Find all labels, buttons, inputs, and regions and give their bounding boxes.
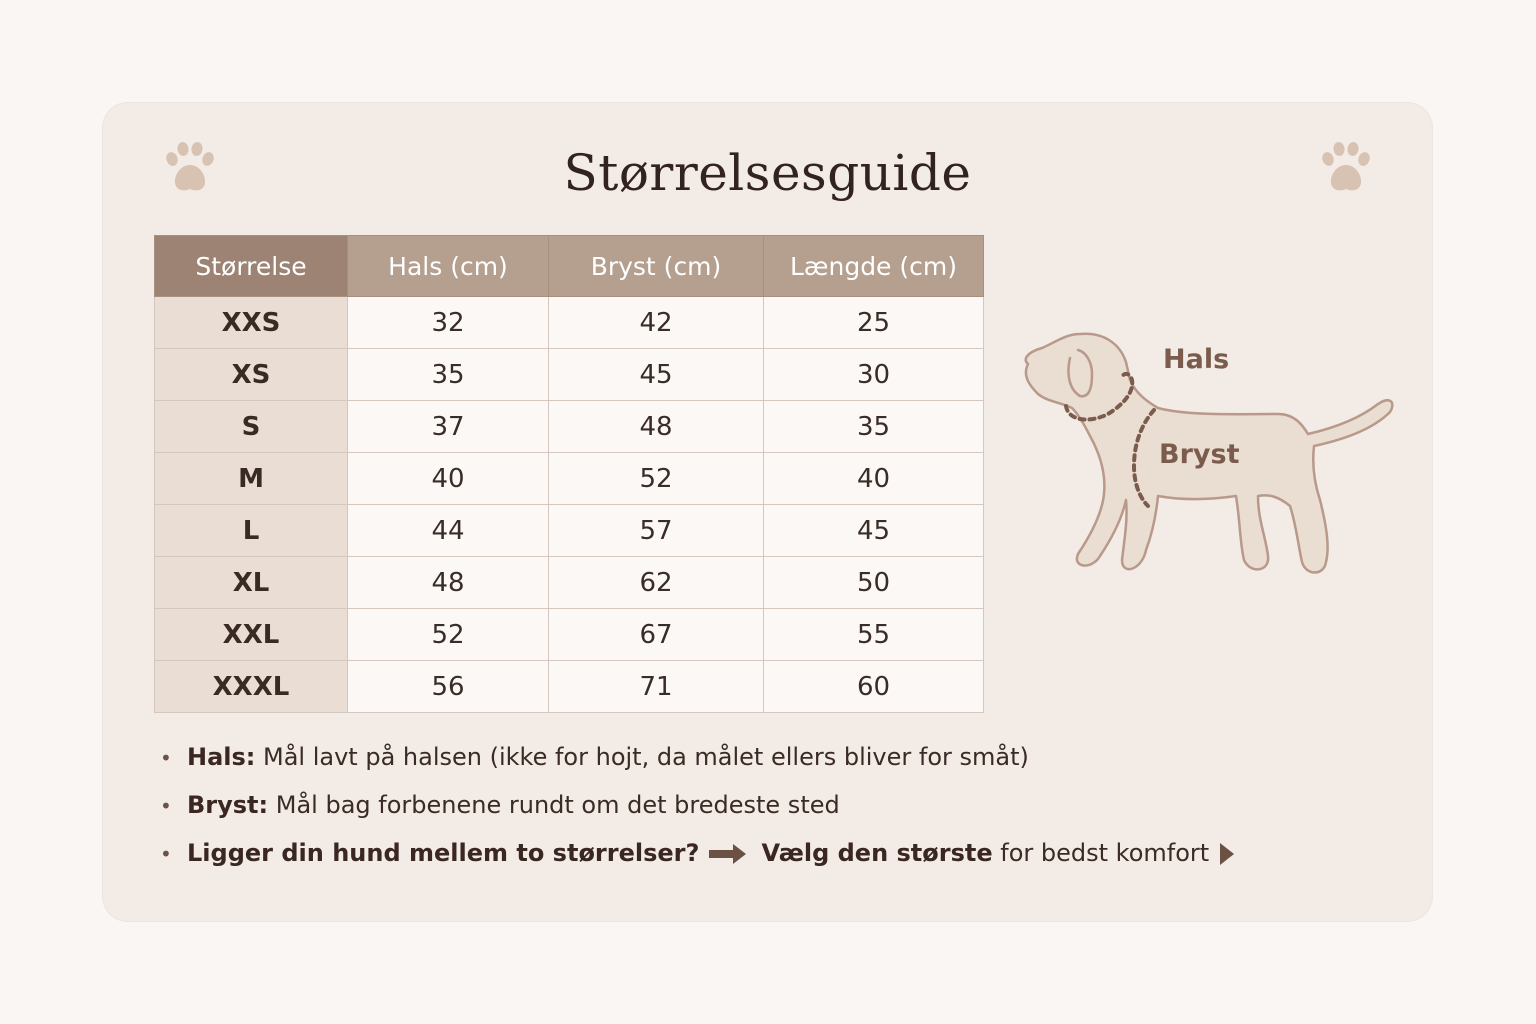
neck-cell: 32 bbox=[348, 297, 549, 349]
chest-cell: 45 bbox=[549, 349, 764, 401]
measurement-notes bbox=[160, 738, 1360, 882]
neck-cell: 56 bbox=[348, 661, 549, 713]
bullet-icon: • bbox=[160, 842, 172, 866]
column-header-length: Længde (cm) bbox=[764, 236, 984, 297]
neck-label: Hals bbox=[1163, 344, 1230, 375]
column-header-size: Størrelse bbox=[155, 236, 348, 297]
size-table bbox=[154, 235, 984, 713]
note-tip bbox=[160, 834, 1360, 882]
chest-cell: 71 bbox=[549, 661, 764, 713]
chest-label: Bryst bbox=[1159, 439, 1240, 470]
chest-cell: 57 bbox=[549, 505, 764, 557]
table-row bbox=[155, 505, 984, 557]
note-tip-answer-bold: Vælg den største bbox=[761, 839, 993, 867]
note-tip-question: Ligger din hund mellem to størrelser? bbox=[187, 839, 700, 867]
play-triangle-icon bbox=[1219, 842, 1235, 866]
note-neck-label: Hals: bbox=[187, 743, 256, 771]
length-cell: 30 bbox=[764, 349, 984, 401]
table-row bbox=[155, 349, 984, 401]
neck-cell: 40 bbox=[348, 453, 549, 505]
chest-cell: 42 bbox=[549, 297, 764, 349]
length-cell: 45 bbox=[764, 505, 984, 557]
page-title: Størrelsesguide bbox=[563, 144, 972, 202]
length-cell: 55 bbox=[764, 609, 984, 661]
column-header-chest: Bryst (cm) bbox=[549, 236, 764, 297]
note-neck-text: Mål lavt på halsen (ikke for hojt, da målet ellers bliver for småt) bbox=[255, 743, 1029, 771]
size-cell: XL bbox=[155, 557, 348, 609]
length-cell: 35 bbox=[764, 401, 984, 453]
table-row bbox=[155, 557, 984, 609]
chest-cell: 62 bbox=[549, 557, 764, 609]
note-chest bbox=[160, 786, 1360, 834]
neck-cell: 52 bbox=[348, 609, 549, 661]
note-chest-text: Mål bag forbenene rundt om det bredeste sted bbox=[268, 791, 840, 819]
neck-cell: 37 bbox=[348, 401, 549, 453]
length-cell: 50 bbox=[764, 557, 984, 609]
table-row bbox=[155, 609, 984, 661]
table-row bbox=[155, 661, 984, 713]
length-cell: 60 bbox=[764, 661, 984, 713]
table-row bbox=[155, 297, 984, 349]
note-neck bbox=[160, 738, 1360, 786]
size-cell: XXS bbox=[155, 297, 348, 349]
chest-cell: 67 bbox=[549, 609, 764, 661]
chest-cell: 48 bbox=[549, 401, 764, 453]
table-row bbox=[155, 453, 984, 505]
size-cell: XXXL bbox=[155, 661, 348, 713]
bullet-icon: • bbox=[160, 794, 172, 818]
size-guide-card bbox=[102, 102, 1433, 922]
note-chest-label: Bryst: bbox=[187, 791, 269, 819]
neck-cell: 35 bbox=[348, 349, 549, 401]
size-cell: M bbox=[155, 453, 348, 505]
right-arrow-icon bbox=[709, 843, 747, 865]
chest-cell: 52 bbox=[549, 453, 764, 505]
note-tip-answer-rest: for bedst komfort bbox=[992, 839, 1210, 867]
table-header-row bbox=[155, 236, 984, 297]
size-cell: S bbox=[155, 401, 348, 453]
size-cell: XXL bbox=[155, 609, 348, 661]
size-cell: L bbox=[155, 505, 348, 557]
bullet-icon: • bbox=[160, 746, 172, 770]
length-cell: 40 bbox=[764, 453, 984, 505]
table-row bbox=[155, 401, 984, 453]
neck-cell: 48 bbox=[348, 557, 549, 609]
length-cell: 25 bbox=[764, 297, 984, 349]
neck-cell: 44 bbox=[348, 505, 549, 557]
size-cell: XS bbox=[155, 349, 348, 401]
column-header-neck: Hals (cm) bbox=[348, 236, 549, 297]
